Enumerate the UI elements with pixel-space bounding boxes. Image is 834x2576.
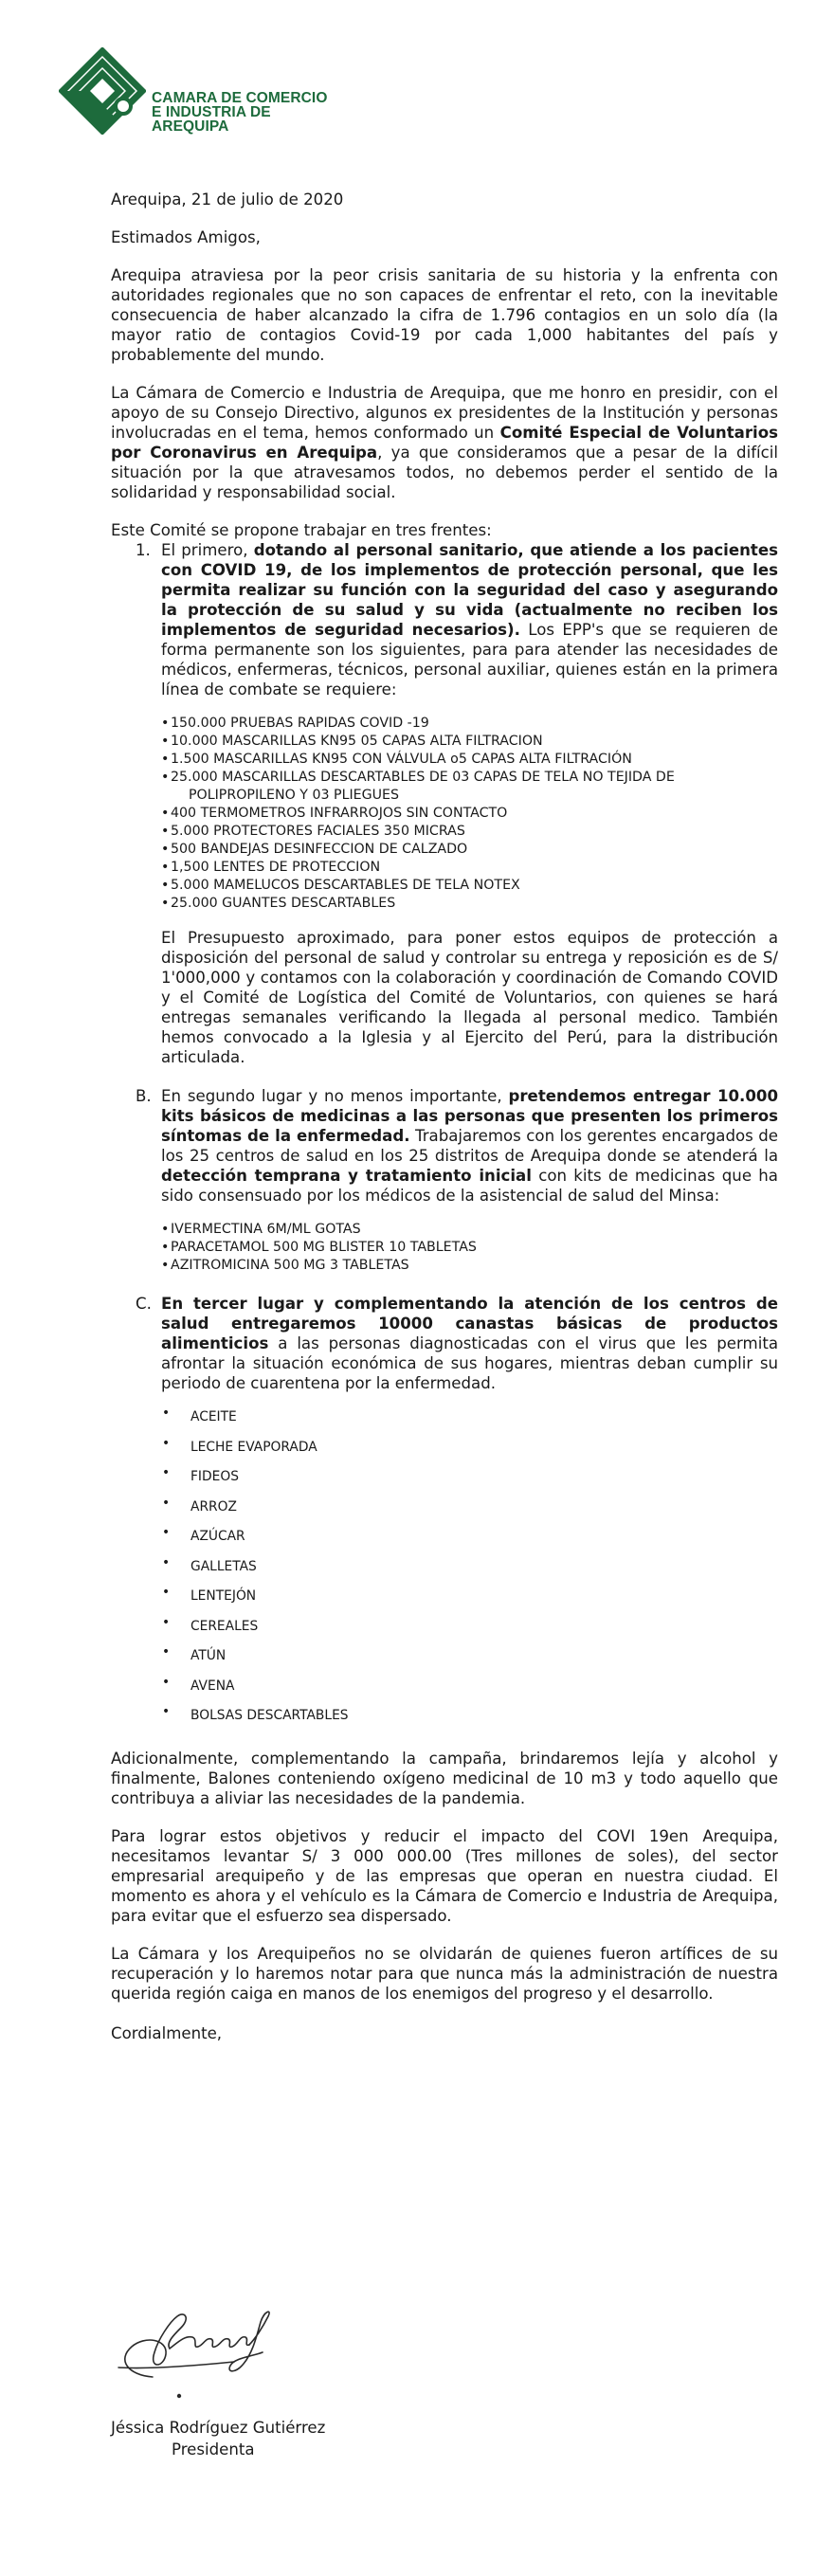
front-1-text [161, 540, 778, 699]
list-item: • CEREALES [161, 1616, 778, 1646]
front-c [111, 1294, 778, 1735]
front-b-mid: Trabajaremos con los gerentes encargados de los 25 centros de salud en los 25 distritos de Arequipa donde se atenderá la [161, 1127, 778, 1165]
letterhead [59, 47, 381, 142]
list-item [161, 769, 778, 805]
front-c-bold: En tercer lugar y complementando la atención de los centros de salud entregaremos 10000 canastas básicas de productos alimenticios [161, 1295, 778, 1352]
paragraph-committee [111, 383, 778, 502]
front-1-budget: El Presupuesto aproximado, para poner estos equipos de protección a disposición del personal de salud y controlar su entrega y reposición es de S/ 1'000,000 y contamos con la colaboración y coordinación de Comando COVID y el Comité de Logística del Comité de Voluntarios, con quienes se hará entregas semanales verificando la llegada al personal medico. También hemos convocado a la Iglesia y al Ejercito del Perú, para la distribución articulada. [161, 929, 778, 1066]
front-b-marker: B. [136, 1087, 152, 1105]
front-1-rest: Los EPP's que se requieren de forma permanente son los siguientes, para para atender las necesidades de médicos, enfermeras, técnicos, personal auxiliar, quienes están en la primera línea de combate se requiere: [161, 621, 778, 698]
front-c-marker: C. [136, 1295, 152, 1313]
organization-name [152, 91, 328, 134]
medicine-list [161, 1221, 778, 1275]
committee-text-2: , ya que consideramos que a pesar de la difícil situación por la que atravesamos todos, no debemos perder el sentido de la solidaridad y responsabilidad social. [111, 444, 778, 501]
chamber-logo-icon [59, 47, 146, 135]
front-c-rest: a las personas diagnosticadas con el virus que les permita afrontar la situación económica de sus hogares, mientras deban cumplir su periodo de cuarentena por la enfermedad. [161, 1334, 778, 1392]
org-name-line3: AREQUIPA [152, 118, 229, 135]
front-b-bold-2: detección temprana y tratamiento inicial [161, 1167, 532, 1185]
paragraph-goal: Para lograr estos objetivos y reducir el impacto del COVI 19en Arequipa, necesitamos levantar S/ 3 000 000.00 (Tres millones de soles), del sector empresarial arequipeño y de las empresas que operan en nuestra ciudad. El momento es ahora y el vehículo es la Cámara de Comercio e Industria de Arequipa, para evitar que el esfuerzo sea dispersado. [111, 1826, 778, 1925]
signer-name: Jéssica Rodríguez Gutiérrez [111, 2419, 326, 2437]
front-c-text [161, 1294, 778, 1393]
letter-greeting: Estimados Amigos, [111, 228, 261, 246]
front-1-lead: El primero, [161, 541, 254, 559]
letter-date: Arequipa, 21 de julio de 2020 [111, 190, 344, 209]
signature-block [111, 2294, 414, 2483]
list-item: • BOLSAS DESCARTABLES [161, 1705, 778, 1735]
ppe-list [161, 715, 778, 913]
fronts-list [111, 540, 778, 1735]
committee-name: Comité Especial de Voluntarios por Coronavirus en Arequipa [111, 424, 778, 462]
list-item: • LECHE EVAPORADA [161, 1437, 778, 1467]
list-item: • 10.000 MASCARILLAS KN95 05 CAPAS ALTA FILTRACION [161, 733, 778, 751]
org-name-line2: E INDUSTRIA DE [152, 104, 271, 120]
list-item: • LENTEJÓN [161, 1586, 778, 1616]
letter-farewell: Cordialmente, [111, 2023, 223, 2042]
org-name-line1: CAMARA DE COMERCIO [152, 90, 328, 106]
front-b-lead: En segundo lugar y no menos importante, [161, 1087, 509, 1105]
list-item: • ACEITE [161, 1406, 778, 1437]
list-item: • AZITROMICINA 500 MG 3 TABLETAS [161, 1257, 778, 1275]
front-1 [111, 540, 778, 1067]
list-item: • PARACETAMOL 500 MG BLISTER 10 TABLETAS [161, 1239, 778, 1257]
paragraph-closing: La Cámara y los Arequipeños no se olvidarán de quienes fueron artífices de su recuperación y lo haremos notar para que nunca más la administración de nuestra querida región caiga en manos de los enemigos del progreso y el desarrollo. [111, 1944, 778, 2003]
front-b [111, 1086, 778, 1275]
list-item: • 5.000 MAMELUCOS DESCARTABLES DE TELA NOTEX [161, 877, 778, 895]
list-item: • AZÚCAR [161, 1526, 778, 1556]
handwritten-signature [111, 2294, 281, 2407]
paragraph-crisis: Arequipa atraviesa por la peor crisis sanitaria de su historia y la enfrenta con autoridades regionales que no son capaces de enfrentar el reto, con la inevitable consecuencia de haber alcanzado la cifra de 1.796 contagios en un solo día (la mayor ratio de contagios Covid-19 por cada 1,000 habitantes del país y probablemente del mundo. [111, 266, 778, 364]
fronts-intro: Este Comité se propone trabajar en tres frentes: [111, 521, 492, 539]
food-basket-list [161, 1406, 778, 1735]
list-item: • 25.000 GUANTES DESCARTABLES [161, 895, 778, 913]
list-item: • 1.500 MASCARILLAS KN95 CON VÁLVULA o5 CAPAS ALTA FILTRACIÓN [161, 751, 778, 769]
list-item: • 150.000 PRUEBAS RAPIDAS COVID -19 [161, 715, 778, 733]
list-item-continuation: POLIPROPILENO Y 03 PLIEGUES [189, 788, 399, 803]
list-item: • GALLETAS [161, 1556, 778, 1587]
list-item: • FIDEOS [161, 1466, 778, 1497]
signer-role: Presidenta [172, 2440, 255, 2458]
front-1-marker: 1. [136, 541, 151, 559]
letter-body [111, 190, 778, 2061]
list-item: • 5.000 PROTECTORES FACIALES 350 MICRAS [161, 823, 778, 841]
list-item: • ATÚN [161, 1645, 778, 1676]
list-item-text: 25.000 MASCARILLAS DESCARTABLES DE 03 CAPAS DE TELA NO TEJIDA DE [171, 770, 675, 785]
front-b-bold-1: pretendemos entregar 10.000 kits básicos de medicinas a las personas que presenten los primeros síntomas de la enfermedad. [161, 1087, 778, 1145]
committee-text-1: La Cámara de Comercio e Industria de Arequipa, que me honro en presidir, con el apoyo de su Consejo Directivo, algunos ex presidentes de la Institución y personas involucradas en el tema, hemos conformado un [111, 384, 778, 442]
front-1-bold: dotando al personal sanitario, que atiende a los pacientes con COVID 19, de los implementos de protección personal, que les permita realizar su función con la seguridad del caso y asegurando la protección de su salud y su vida (actualmente no reciben los implementos de seguridad necesarios). [161, 541, 778, 639]
list-item: • 1,500 LENTES DE PROTECCION [161, 859, 778, 877]
front-b-text [161, 1086, 778, 1206]
signer [111, 2417, 325, 2460]
list-item: • IVERMECTINA 6M/ML GOTAS [161, 1221, 778, 1239]
list-item: • 400 TERMOMETROS INFRARROJOS SIN CONTACTO [161, 805, 778, 823]
list-item: • 500 BANDEJAS DESINFECCION DE CALZADO [161, 841, 778, 859]
list-item: • ARROZ [161, 1497, 778, 1527]
list-item: • AVENA [161, 1676, 778, 1706]
paragraph-additional: Adicionalmente, complementando la campaña, brindaremos lejía y alcohol y finalmente, Balones conteniendo oxígeno medicinal de 10 m3 y todo aquello que contribuya a aliviar las necesidades de la pandemia. [111, 1749, 778, 1807]
front-b-rest: con kits de medicinas que ha sido consensuado por los médicos de la asistencial de salud del Minsa: [161, 1167, 778, 1205]
